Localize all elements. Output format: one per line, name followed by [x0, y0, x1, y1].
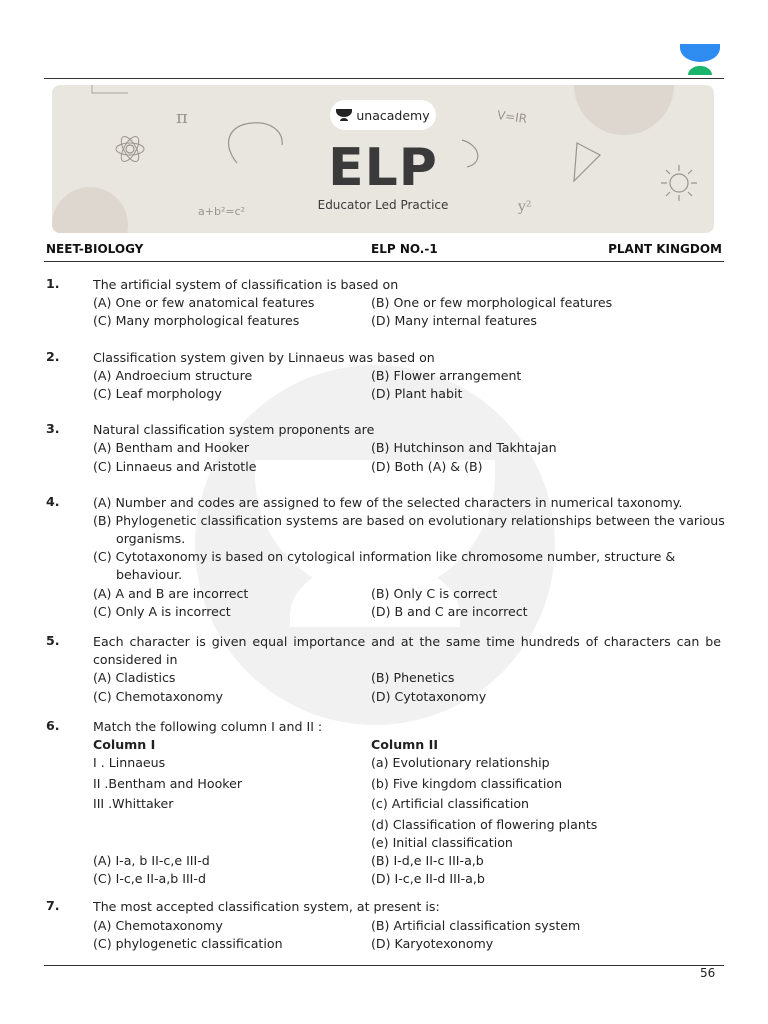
option-c: (C) Many morphological features: [93, 313, 300, 329]
option-a: (A) Chemotaxonomy: [93, 917, 223, 933]
question-number: 3.: [46, 421, 60, 437]
option-a: (A) Androecium structure: [93, 367, 253, 383]
option-d: (D) B and C are incorrect: [371, 603, 528, 619]
footer-divider: [44, 965, 724, 966]
pythagoras-doodle: a+b²=c²: [198, 205, 246, 218]
question-stem: The most accepted classification system, at present is:: [93, 899, 440, 915]
option-d: (D) I-c,e II-d III-a,b: [371, 871, 485, 887]
question-5: [0, 633, 768, 706]
question-number: 7.: [46, 898, 60, 914]
header-elp-no: ELP NO.-1: [371, 242, 438, 256]
option-d: (D) Karyotexonomy: [371, 935, 494, 951]
option-c: (C) Linnaeus and Aristotle: [93, 458, 257, 474]
option-b: (B) Only C is correct: [371, 585, 498, 601]
question-stem: Each character is given equal importance and at the same time hundreds of characters can be: [93, 634, 721, 649]
question-7: [0, 898, 768, 953]
header-subject: NEET-BIOLOGY: [46, 242, 144, 256]
statement-b: (B) Phylogenetic classification systems are based on evolutionary relationships between the various: [93, 512, 725, 528]
option-c: (C) Chemotaxonomy: [93, 688, 223, 704]
column-1-item: III .Whittaker: [93, 796, 174, 812]
option-b: (B) Artificial classification system: [371, 917, 581, 933]
option-a: (A) Cladistics: [93, 670, 176, 686]
page-number: 56: [700, 966, 716, 980]
column-1-item: I . Linnaeus: [93, 755, 166, 771]
question-2: [0, 349, 768, 404]
ohm-doodle: V=IR: [496, 107, 528, 127]
column-2-item: (a) Evolutionary relationship: [371, 755, 550, 771]
question-stem: Classification system given by Linnaeus was based on: [93, 349, 435, 365]
question-stem: Natural classification system proponents are: [93, 422, 375, 438]
question-number: 2.: [46, 348, 60, 364]
unacademy-logo-icon: [336, 109, 352, 121]
option-d: (D) Many internal features: [371, 313, 537, 329]
column-2-item: (d) Classification of flowering plants: [371, 816, 598, 832]
column-2-item: (e) Initial classification: [371, 834, 513, 850]
header-topic: PLANT KINGDOM: [608, 242, 722, 256]
option-c: (C) phylogenetic classification: [93, 935, 283, 951]
column-1-head: Column I: [93, 736, 156, 752]
statement-a: (A) Number and codes are assigned to few of the selected characters in numerical taxonomy.: [93, 494, 683, 510]
column-2-item: (c) Artificial classification: [371, 796, 530, 812]
brand-name: unacademy: [356, 107, 430, 123]
statement-c-cont: behaviour.: [116, 567, 183, 583]
elp-banner: [52, 85, 714, 233]
option-b: (B) Phenetics: [371, 670, 455, 686]
header-divider: [44, 261, 724, 262]
column-2-item: (b) Five kingdom classification: [371, 775, 563, 791]
question-number: 4.: [46, 493, 60, 509]
option-c: (C) Only A is incorrect: [93, 603, 231, 619]
question-4: [0, 494, 768, 621]
question-list: [0, 276, 768, 953]
pi-doodle: π: [176, 107, 188, 128]
header-row: [46, 242, 722, 258]
question-number: 1.: [46, 276, 60, 291]
option-a: (A) Bentham and Hooker: [93, 440, 250, 456]
brand-pill: [330, 100, 436, 130]
option-a: (A) A and B are incorrect: [93, 585, 249, 601]
ysq-doodle: y²: [518, 199, 532, 215]
question-number: 6.: [46, 717, 60, 733]
question-stem-cont: considered in: [93, 652, 178, 668]
option-a: (A) One or few anatomical features: [93, 295, 315, 311]
column-1-item: II .Bentham and Hooker: [93, 775, 243, 791]
option-b: (B) Flower arrangement: [371, 367, 522, 383]
question-1: [0, 276, 768, 331]
top-divider: [44, 78, 724, 79]
question-stem: The artificial system of classification is based on: [93, 277, 399, 292]
question-stem: Match the following column I and II :: [93, 718, 323, 734]
option-d: (D) Both (A) & (B): [371, 458, 483, 474]
question-3: [0, 421, 768, 476]
brand-logo-icon: [680, 44, 720, 76]
banner-subtitle: Educator Led Practice: [317, 198, 449, 212]
statement-c: (C) Cytotaxonomy is based on cytological information like chromosome number, structure &: [93, 549, 676, 565]
option-c: (C) Leaf morphology: [93, 385, 222, 401]
option-b: (B) One or few morphological features: [371, 295, 613, 311]
option-a: (A) I-a, b II-c,e III-d: [93, 853, 210, 868]
option-b: (B) I-d,e II-c III-a,b: [371, 853, 484, 868]
statement-b-cont: organisms.: [116, 531, 186, 547]
question-number: 5.: [46, 633, 60, 648]
question-6: [0, 718, 768, 889]
option-c: (C) I-c,e II-a,b III-d: [93, 871, 206, 887]
option-d: (D) Plant habit: [371, 385, 463, 401]
option-d: (D) Cytotaxonomy: [371, 688, 487, 704]
column-2-head: Column II: [371, 736, 439, 752]
option-b: (B) Hutchinson and Takhtajan: [371, 440, 557, 456]
banner-title: ELP: [328, 138, 438, 198]
